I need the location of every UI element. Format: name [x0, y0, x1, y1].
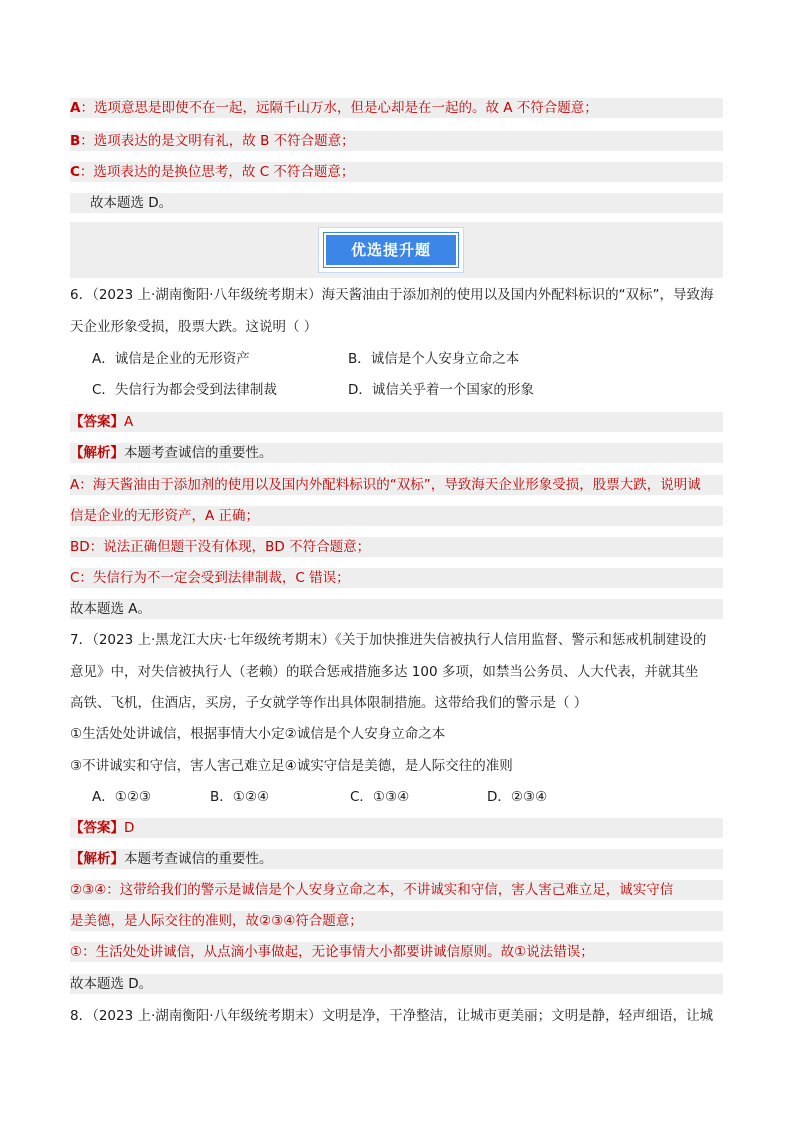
answer-value: A: [124, 414, 134, 430]
q6-stem-line-1: 6．（2023 上·湖南衡阳·八年级统考期末）海天酱油由于添加剂的使用以及国内外配料标识的“双标”，导致海: [70, 287, 714, 303]
q7-answer: [70, 818, 723, 838]
analysis-summary: 本题考查诚信的重要性。: [124, 445, 273, 461]
analysis-line-a: [70, 98, 723, 118]
option-label: B: [70, 133, 81, 149]
q7-option-b: B．①②④: [210, 789, 270, 805]
analysis-text: ：选项表达的是换位思考，故 C 不符合题意；: [79, 164, 355, 180]
conclusion-line: 故本题选 D。: [70, 193, 723, 213]
analysis-text: ：选项意思是即使不在一起，远隔千山万水，但是心却是在一起的。故 A 不符合题意；: [80, 100, 598, 116]
q7-analysis-line-3: ①：生活处处讲诚信，从点滴小事做起，无论事情大小都要讲诚信原则。故①说法错误；: [70, 942, 723, 962]
q6-analysis-line-3: BD：说法正确但题干没有体现，BD 不符合题意；: [70, 537, 723, 557]
q6-option-b: B．诚信是个人安身立命之本: [348, 351, 520, 367]
q8-stem-line-1: 8．（2023 上·湖南衡阳·八年级统考期末）文明是净，干净整洁，让城市更美丽；文明是静，轻声细语，让城: [70, 1008, 714, 1024]
q7-stem-line-1: 7．（2023 上·黑龙江大庆·七年级统考期末）《关于加快推进失信被执行人信用监督、警示和惩戒机制建设的: [70, 632, 707, 648]
q6-conclusion: 故本题选 A。: [70, 599, 723, 619]
analysis-summary: 本题考查诚信的重要性。: [124, 851, 273, 867]
q6-answer: [70, 412, 723, 432]
q7-analysis: [70, 849, 723, 869]
q7-items-line-1: ①生活处处讲诚信，根据事情大小定②诚信是个人安身立命之本: [70, 726, 446, 742]
q7-option-d: D．②③④: [487, 789, 548, 805]
q6-option-d: D．诚信关乎着一个国家的形象: [348, 382, 534, 398]
q7-option-a: A．①②③: [92, 789, 152, 805]
analysis-label: 【解析】: [70, 851, 124, 867]
q6-analysis: [70, 443, 723, 463]
answer-label: 【答案】: [70, 414, 124, 430]
q7-stem-line-2: 意见》中，对失信被执行人（老赖）的联合惩戒措施多达 100 多项，如禁当公务员、人大代表，并就其坐: [70, 664, 699, 680]
q7-items-line-2: ③不讲诚实和守信，害人害己难立足④诚实守信是美德，是人际交往的准则: [70, 758, 513, 774]
option-label: C: [70, 164, 80, 180]
analysis-label: 【解析】: [70, 445, 124, 461]
q7-option-c: C．①③④: [350, 789, 410, 805]
q6-analysis-line-2: 信是企业的无形资产，A 正确；: [70, 506, 723, 526]
q6-option-a: A．诚信是企业的无形资产: [92, 351, 250, 367]
q7-analysis-line-2: 是美德，是人际交往的准则，故②③④符合题意；: [70, 911, 723, 931]
q6-analysis-line-4: C：失信行为不一定会受到法律制裁，C 错误；: [70, 568, 723, 588]
q6-analysis-line-1: A：海天酱油由于添加剂的使用以及国内外配料标识的“双标”，导致海天企业形象受损，股票大跌，说明诚: [70, 475, 723, 495]
q6-stem-line-2: 天企业形象受损，股票大跌。这说明（ ）: [70, 319, 318, 335]
option-label: A: [70, 100, 81, 116]
q7-stem-line-3: 高铁、飞机，住酒店，买房，子女就学等作出具体限制措施。这带给我们的警示是（ ）: [70, 695, 588, 711]
q7-conclusion: 故本题选 D。: [70, 974, 723, 994]
q7-analysis-line-1: ②③④：这带给我们的警示是诚信是个人安身立命之本，不讲诚实和守信，害人害己难立足，诚实守信: [70, 880, 723, 900]
section-banner-title: 优选提升题: [324, 233, 458, 267]
analysis-line-b: [70, 131, 723, 151]
analysis-text: ：选项表达的是文明有礼，故 B 不符合题意；: [80, 133, 355, 149]
q6-option-c: C．失信行为都会受到法律制裁: [92, 382, 277, 398]
analysis-line-c: [70, 162, 723, 182]
answer-value: D: [124, 820, 135, 836]
answer-label: 【答案】: [70, 820, 124, 836]
